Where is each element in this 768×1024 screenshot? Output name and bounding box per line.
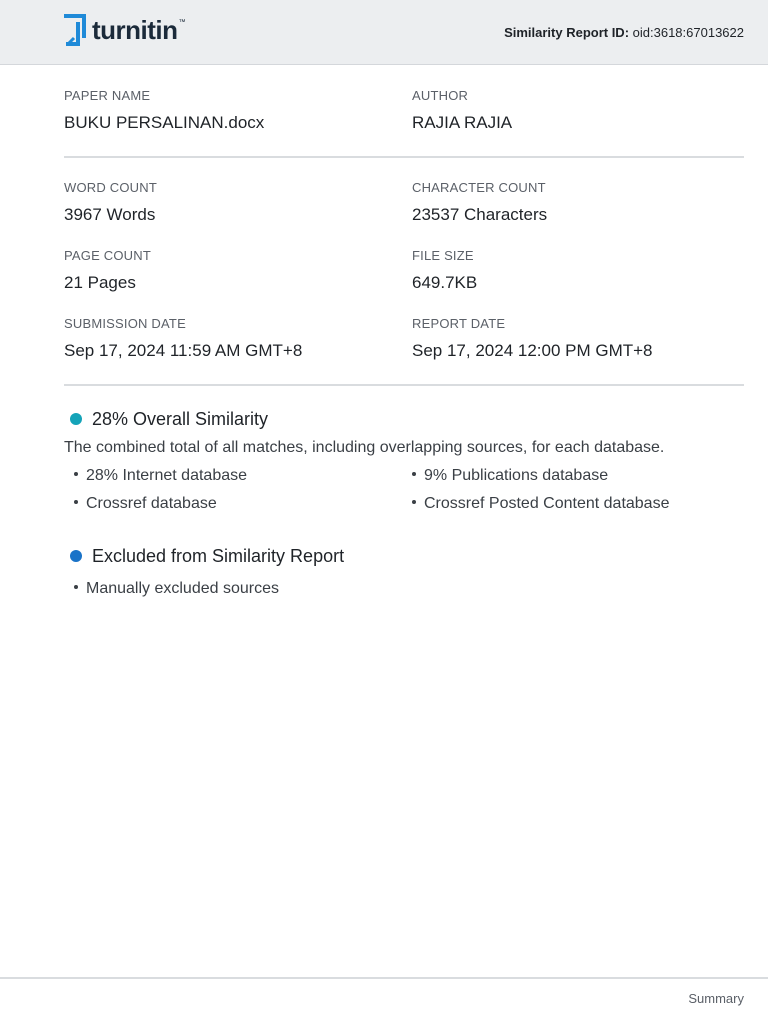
similarity-source-crossref-posted: Crossref Posted Content database [424,495,670,512]
excluded-title: Excluded from Similarity Report [92,545,345,566]
file-size-value: 649.7KB [412,273,478,292]
bullet-icon [412,500,416,504]
list-item [74,580,279,598]
submission-date-value: Sep 17, 2024 11:59 AM GMT+8 [64,341,303,360]
details-row-size [64,248,744,296]
list-item [74,495,217,513]
overall-similarity-title: 28% Overall Similarity [92,408,269,429]
footer-divider [0,977,768,979]
details-row-dates [64,316,744,364]
author-value: RAJIA RAJIA [412,113,513,132]
report-date-value: Sep 17, 2024 12:00 PM GMT+8 [412,341,653,360]
excluded-heading [70,545,344,567]
character-count-field [412,180,742,225]
report-id-value: oid:3618:67013622 [632,25,744,40]
excluded-item-manual: Manually excluded sources [86,580,279,597]
list-item [74,467,247,485]
trademark-mark: ™ [178,18,186,26]
word-count-value: 3967 Words [64,205,156,224]
report-date-label: REPORT DATE [412,316,506,331]
bullet-icon [412,472,416,476]
report-id-label: Similarity Report ID: [504,25,630,40]
list-item [412,467,608,485]
submission-date-label: SUBMISSION DATE [64,316,186,331]
list-item [412,495,669,513]
word-count-label: WORD COUNT [64,180,157,195]
bullet-icon [74,472,78,476]
file-size-label: FILE SIZE [412,248,474,263]
details-row-counts [64,180,744,228]
turnitin-logo-icon [64,14,88,50]
similarity-status-dot [70,413,82,425]
divider-top [64,156,744,158]
character-count-label: CHARACTER COUNT [412,180,546,195]
brand-name: turnitin [92,14,178,45]
paper-name-value: BUKU PERSALINAN.docx [64,113,265,132]
excluded-status-dot [70,550,82,562]
page-count-field [64,248,394,293]
bullet-icon [74,500,78,504]
details-row-paper [64,88,744,136]
file-size-field [412,248,742,293]
similarity-report-id [504,25,744,40]
overall-similarity-heading [70,408,268,430]
paper-name-field [64,88,394,133]
similarity-source-publications: 9% Publications database [424,467,609,484]
similarity-source-internet: 28% Internet database [86,467,248,484]
divider-bottom [64,384,744,386]
bullet-icon [74,585,78,589]
similarity-source-crossref: Crossref database [86,495,217,512]
similarity-description: The combined total of all matches, including overlapping sources, for each database. [64,439,665,456]
character-count-value: 23537 Characters [412,205,548,224]
author-label: AUTHOR [412,88,469,103]
submission-date-field [64,316,394,361]
paper-name-label: PAPER NAME [64,88,151,103]
footer-summary-label: Summary [688,991,744,1006]
author-field [412,88,742,133]
report-header [0,0,768,65]
page-count-label: PAGE COUNT [64,248,151,263]
turnitin-logo [64,14,186,50]
word-count-field [64,180,394,225]
page-count-value: 21 Pages [64,273,136,292]
report-date-field [412,316,742,361]
